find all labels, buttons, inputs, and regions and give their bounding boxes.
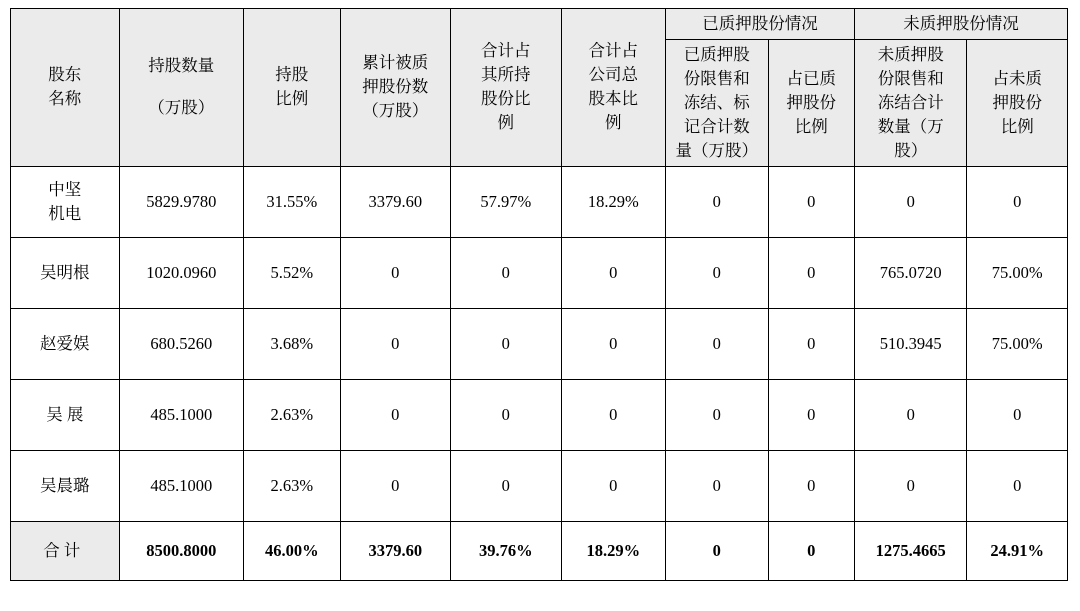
table-body: [11, 166, 1068, 580]
header-pledged-restricted-ratio-line3: 比例: [794, 116, 828, 136]
table-total-row: [11, 521, 1068, 580]
cell-unpledged-restricted-ratio: 0: [967, 379, 1068, 450]
cell-unpledged-restricted-ratio: 0: [967, 450, 1068, 521]
header-unpledged-restricted-line3: 冻结合计: [877, 92, 944, 112]
cell-pct-of-own: 0: [451, 450, 562, 521]
header-shareholder-name-line2: 名称: [48, 89, 82, 109]
cell-pct-of-total: 0: [561, 450, 665, 521]
header-holding-ratio-line1: 持股: [275, 65, 309, 85]
cell-cumulative-pledged: 3379.60: [340, 166, 451, 237]
cell-total-pledged-restricted: 0: [666, 521, 768, 580]
cell-name-line2: 机电: [48, 203, 82, 223]
header-pledged-restricted-amount: [666, 39, 768, 166]
cell-pledged-restricted: 0: [666, 166, 768, 237]
cell-unpledged-restricted-ratio: 0: [967, 166, 1068, 237]
header-shares-held-line1: 持股数量: [148, 56, 215, 76]
cell-total-pct-of-total: 18.29%: [561, 521, 665, 580]
cell-total-pledged-restricted-ratio: 0: [768, 521, 854, 580]
cell-unpledged-restricted-ratio: 75.00%: [967, 308, 1068, 379]
header-holding-ratio: [244, 9, 340, 167]
cell-pledged-restricted: 0: [666, 308, 768, 379]
cell-unpledged-restricted: 0: [854, 166, 967, 237]
cell-pct-of-total: 0: [561, 237, 665, 308]
header-cumulative-pledged: [340, 9, 451, 167]
cell-holding-ratio: 3.68%: [244, 308, 340, 379]
cell-cumulative-pledged: 0: [340, 450, 451, 521]
table-row: [11, 237, 1068, 308]
header-pct-of-own-line4: 例: [497, 113, 515, 133]
header-unpledged-restricted-ratio-line3: 比例: [1000, 116, 1034, 136]
header-cumulative-pledged-line1: 累计被质: [362, 53, 429, 73]
header-shares-held-line2: （万股）: [148, 98, 215, 118]
cell-pct-of-own: 0: [451, 379, 562, 450]
header-pledged-restricted-ratio-line2: 押股份: [786, 92, 836, 112]
table-row: [11, 166, 1068, 237]
header-unpledged-restricted-line4: 数量（万: [877, 116, 944, 136]
header-unpledged-restricted-ratio-line1: 占未质: [992, 68, 1042, 88]
cell-pct-of-own: 0: [451, 308, 562, 379]
header-unpledged-restricted-line1: 未质押股: [877, 44, 944, 64]
cell-total-label: 合计: [11, 521, 120, 580]
cell-unpledged-restricted-ratio: 75.00%: [967, 237, 1068, 308]
cell-pct-of-total: 0: [561, 379, 665, 450]
header-pledged-restricted-line2: 份限售和: [683, 68, 750, 88]
cell-shares-held: 485.1000: [119, 450, 244, 521]
cell-unpledged-restricted: 510.3945: [854, 308, 967, 379]
cell-unpledged-restricted: 765.0720: [854, 237, 967, 308]
cell-pledged-restricted-ratio: 0: [768, 308, 854, 379]
cell-cumulative-pledged: 0: [340, 237, 451, 308]
header-holding-ratio-line2: 比例: [275, 89, 309, 109]
cell-shareholder-name: 吴 展: [11, 379, 120, 450]
table-row: [11, 450, 1068, 521]
cell-unpledged-restricted: 0: [854, 379, 967, 450]
table-header: [11, 9, 1068, 167]
cell-holding-ratio: 31.55%: [244, 166, 340, 237]
header-pct-of-total-line3: 股本比: [588, 89, 639, 109]
cell-name-line1: 中坚: [48, 179, 82, 199]
header-pct-of-own-line1: 合计占: [481, 41, 531, 61]
header-pledged-restricted-line3: 冻结、标: [683, 92, 750, 112]
header-unpledged-group: 未质押股份情况: [854, 9, 1067, 40]
header-unpledged-restricted-line5: 股）: [894, 140, 928, 160]
cell-pledged-restricted: 0: [666, 450, 768, 521]
cell-shares-held: 680.5260: [119, 308, 244, 379]
header-cumulative-pledged-line3: （万股）: [362, 101, 429, 121]
cell-pct-of-total: 18.29%: [561, 166, 665, 237]
cell-pledged-restricted-ratio: 0: [768, 450, 854, 521]
header-unpledged-restricted-ratio-line2: 押股份: [992, 92, 1042, 112]
header-unpledged-restricted-amount: [854, 39, 967, 166]
shareholder-pledge-table: [10, 8, 1068, 581]
cell-shares-held: 485.1000: [119, 379, 244, 450]
cell-pct-of-total: 0: [561, 308, 665, 379]
header-pct-of-total-line4: 例: [605, 113, 622, 133]
header-pledged-restricted-line4: 记合计数: [683, 116, 750, 136]
cell-pledged-restricted-ratio: 0: [768, 379, 854, 450]
header-unpledged-restricted-line2: 份限售和: [877, 68, 944, 88]
cell-unpledged-restricted: 0: [854, 450, 967, 521]
cell-shares-held: 1020.0960: [119, 237, 244, 308]
header-pct-of-own-line3: 股份比: [481, 89, 531, 109]
cell-holding-ratio: 5.52%: [244, 237, 340, 308]
header-cumulative-pledged-line2: 押股份数: [362, 77, 429, 97]
cell-pledged-restricted: 0: [666, 237, 768, 308]
header-unpledged-restricted-ratio: [967, 39, 1068, 166]
cell-total-cumulative-pledged: 3379.60: [340, 521, 451, 580]
table-row: [11, 308, 1068, 379]
header-pct-of-total-line1: 合计占: [588, 41, 639, 61]
cell-pct-of-own: 57.97%: [451, 166, 562, 237]
cell-shareholder-name: 吴明根: [11, 237, 120, 308]
cell-holding-ratio: 2.63%: [244, 450, 340, 521]
cell-cumulative-pledged: 0: [340, 379, 451, 450]
header-shareholder-name-line1: 股东: [48, 65, 82, 85]
header-pledged-restricted-line1: 已质押股: [683, 44, 750, 64]
header-pledged-restricted-ratio: [768, 39, 854, 166]
cell-shareholder-name: 赵爱娱: [11, 308, 120, 379]
table-row: [11, 379, 1068, 450]
header-pct-of-total-line2: 公司总: [588, 65, 639, 85]
cell-pct-of-own: 0: [451, 237, 562, 308]
header-pledged-restricted-ratio-line1: 占已质: [786, 68, 836, 88]
cell-total-pct-of-own: 39.76%: [451, 521, 562, 580]
cell-shares-held: 5829.9780: [119, 166, 244, 237]
cell-total-holding-ratio: 46.00%: [244, 521, 340, 580]
cell-total-unpledged-restricted: 1275.4665: [854, 521, 967, 580]
cell-pledged-restricted-ratio: 0: [768, 166, 854, 237]
cell-pledged-restricted: 0: [666, 379, 768, 450]
cell-pledged-restricted-ratio: 0: [768, 237, 854, 308]
cell-total-unpledged-restricted-ratio: 24.91%: [967, 521, 1068, 580]
cell-cumulative-pledged: 0: [340, 308, 451, 379]
header-row-top: [11, 9, 1068, 40]
header-pledged-restricted-line5: 量（万股）: [675, 140, 759, 160]
cell-holding-ratio: 2.63%: [244, 379, 340, 450]
header-pct-of-total-capital: [561, 9, 665, 167]
cell-shareholder-name: 吴晨璐: [11, 450, 120, 521]
header-pct-of-own-line2: 其所持: [481, 65, 531, 85]
cell-shareholder-name: [11, 166, 120, 237]
header-pct-of-own-shares: [451, 9, 562, 167]
cell-total-shares-held: 8500.8000: [119, 521, 244, 580]
header-shares-held: [119, 9, 244, 167]
header-pledged-group: 已质押股份情况: [666, 9, 855, 40]
header-shareholder-name: [11, 9, 120, 167]
